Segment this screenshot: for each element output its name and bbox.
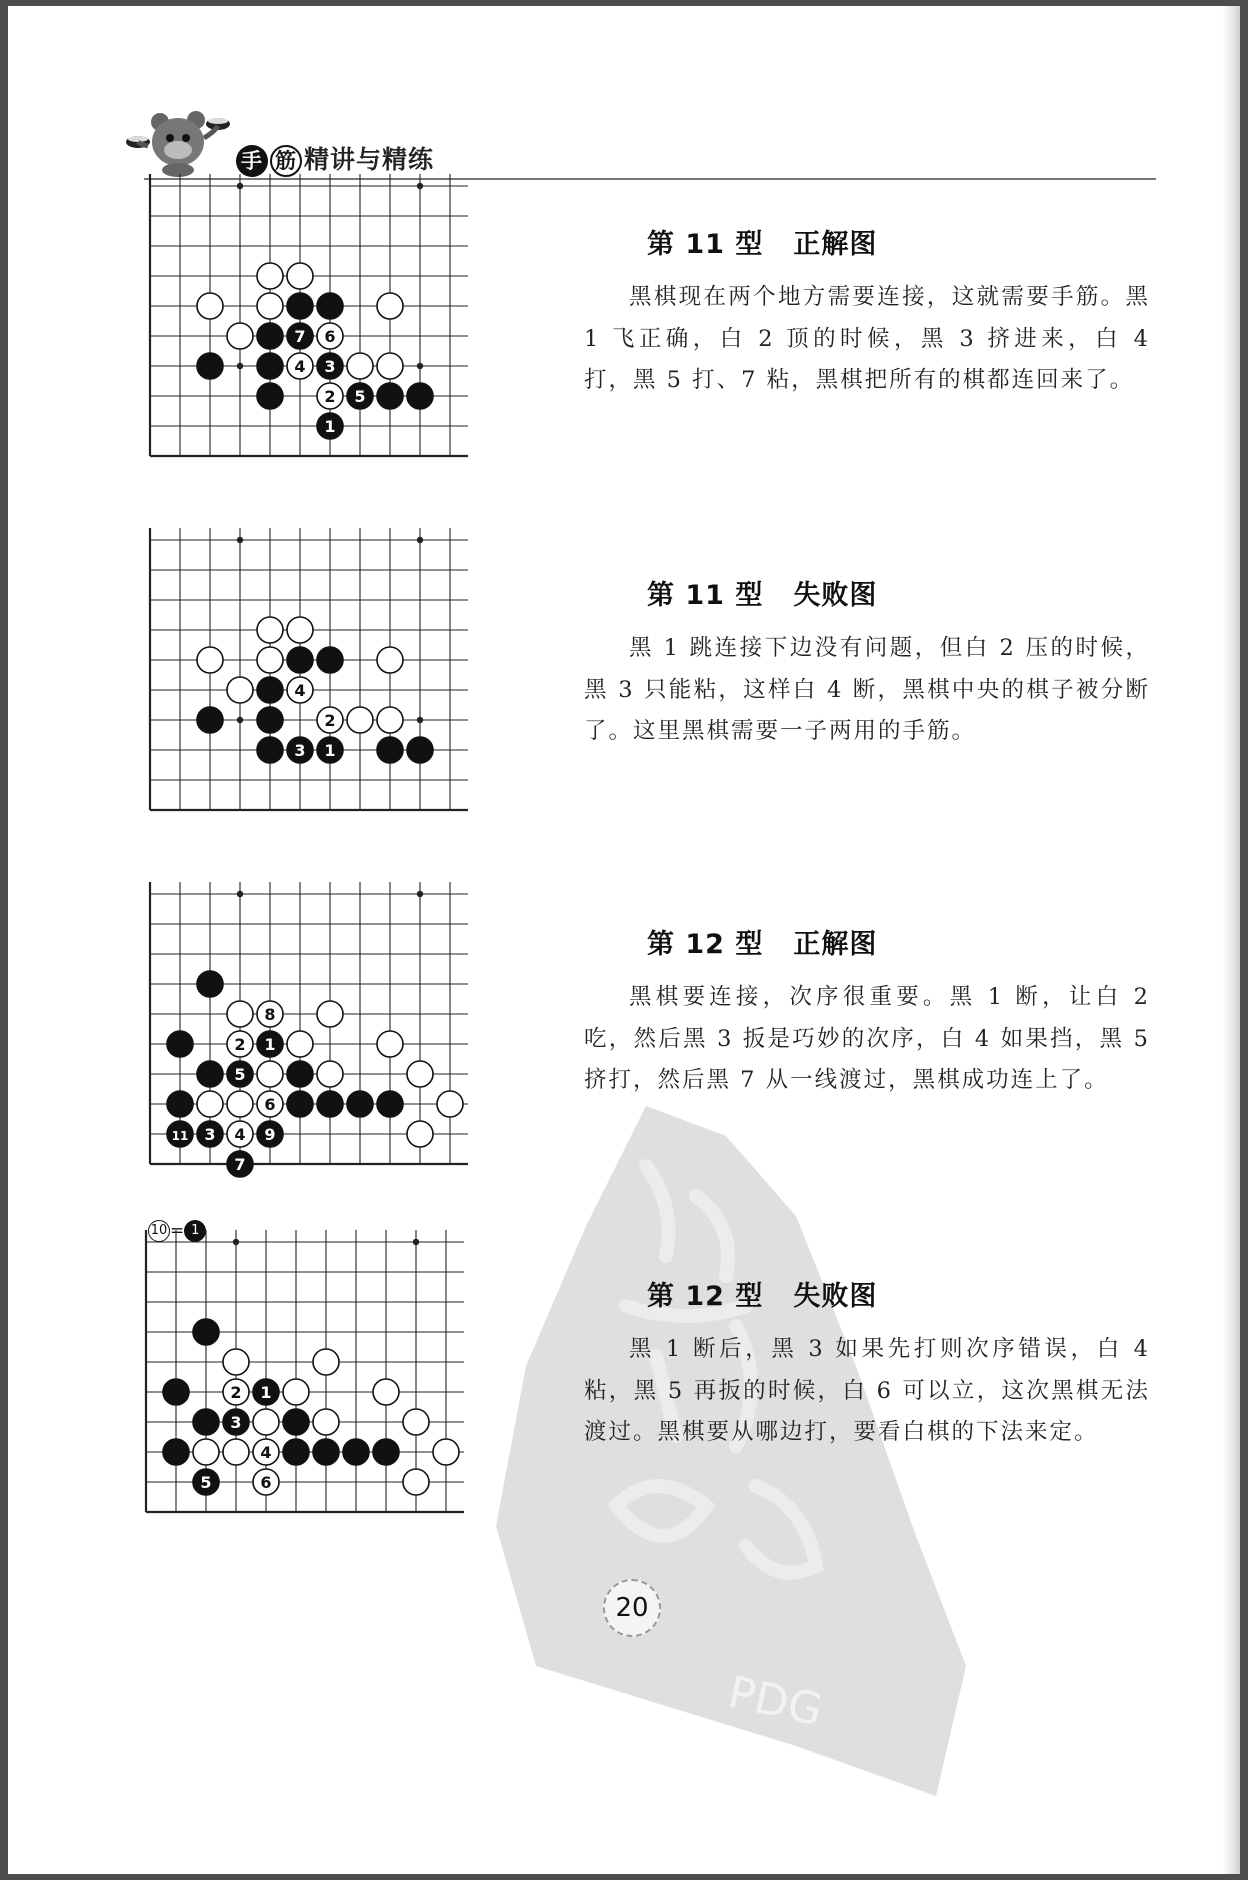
- black-stone: [257, 1031, 283, 1057]
- white-stone: [433, 1439, 459, 1465]
- board-diagram-1: [138, 174, 468, 504]
- section-11-correct: [584, 222, 1150, 402]
- white-stone: [403, 1469, 429, 1495]
- white-stone: [257, 1061, 283, 1087]
- white-stone: [223, 1379, 249, 1405]
- black-stone: [163, 1439, 189, 1465]
- black-stone: [317, 737, 343, 763]
- star-point: [237, 891, 243, 897]
- move-number: 2: [324, 387, 336, 406]
- black-stone: [287, 647, 313, 673]
- white-stone: [407, 1061, 433, 1087]
- section-12-correct: [584, 922, 1150, 1102]
- black-stone: [317, 353, 343, 379]
- black-stone: [287, 1061, 313, 1087]
- black-stone: [257, 323, 283, 349]
- black-stone: [373, 1439, 399, 1465]
- white-stone: [197, 647, 223, 673]
- white-stone: [257, 293, 283, 319]
- black-stone: [343, 1439, 369, 1465]
- white-stone: [227, 1031, 253, 1057]
- white-stone: [287, 263, 313, 289]
- black-stone: [317, 413, 343, 439]
- black-stone: [197, 1121, 223, 1147]
- section-text: 黑棋现在两个地方需要连接，这就需要手筋。黑 1 飞正确，白 2 顶的时候，黑 3 挤进来，白 4 打，黑 5 打、7 粘，黑棋把所有的棋都连回来了。: [584, 284, 1150, 393]
- white-stone: [377, 647, 403, 673]
- black-stone: [287, 323, 313, 349]
- section-12-failure: [584, 1274, 1150, 1454]
- white-stone: [437, 1091, 463, 1117]
- white-stone: [287, 677, 313, 703]
- white-stone: [257, 263, 283, 289]
- black-stone: [193, 1319, 219, 1345]
- title-char-jin: 筋: [270, 145, 302, 177]
- black-stone: [167, 1121, 193, 1147]
- white-stone: [317, 1061, 343, 1087]
- white-stone: [227, 1121, 253, 1147]
- white-stone: [253, 1469, 279, 1495]
- black-stone: [287, 293, 313, 319]
- white-stone: [287, 617, 313, 643]
- board-diagram-4: [134, 1230, 464, 1560]
- note-white-stone: 10: [148, 1220, 170, 1242]
- note-equals: =: [170, 1221, 185, 1241]
- move-number: 3: [294, 741, 306, 760]
- white-stone: [287, 353, 313, 379]
- black-stone: [317, 1091, 343, 1117]
- section-11-failure: [584, 573, 1150, 753]
- white-stone: [257, 617, 283, 643]
- black-stone: [287, 737, 313, 763]
- black-stone: [257, 383, 283, 409]
- white-stone: [377, 1031, 403, 1057]
- black-stone: [347, 383, 373, 409]
- black-stone: [283, 1439, 309, 1465]
- black-stone: [253, 1379, 279, 1405]
- white-stone: [407, 1121, 433, 1147]
- move-number: 1: [324, 417, 336, 436]
- move-number: 6: [260, 1473, 272, 1492]
- white-stone: [317, 323, 343, 349]
- white-stone: [377, 353, 403, 379]
- black-stone: [167, 1031, 193, 1057]
- black-stone: [347, 1091, 373, 1117]
- black-stone: [197, 1061, 223, 1087]
- page-edge-shadow: [1222, 6, 1240, 1874]
- black-stone: [257, 707, 283, 733]
- section-title: 第 11 型 失败图: [647, 580, 878, 611]
- note-black-stone: 1: [184, 1220, 206, 1242]
- black-stone: [197, 353, 223, 379]
- title-char-shou: 手: [236, 145, 268, 177]
- white-stone: [257, 647, 283, 673]
- section-text: 黑 1 断后，黑 3 如果先打则次序错误，白 4 粘，黑 5 再扳的时候，白 6 可以立，这次黑棋无法渡过。黑棋要从哪边打，要看白棋的下法来定。: [584, 1336, 1150, 1445]
- section-title: 第 12 型 失败图: [647, 1281, 878, 1312]
- star-point: [417, 717, 423, 723]
- white-stone: [223, 1439, 249, 1465]
- star-point: [417, 537, 423, 543]
- star-point: [237, 537, 243, 543]
- white-stone: [377, 293, 403, 319]
- move-number: 2: [324, 711, 336, 730]
- section-text: 黑棋要连接，次序很重要。黑 1 断，让白 2 吃，然后黑 3 扳是巧妙的次序，白 4 如果挡，黑 5 挤打，然后黑 7 从一线渡过，黑棋成功连上了。: [584, 984, 1150, 1093]
- move-number: 6: [264, 1095, 276, 1114]
- black-stone: [197, 707, 223, 733]
- black-stone: [257, 737, 283, 763]
- black-stone: [287, 1091, 313, 1117]
- move-number: 4: [234, 1125, 246, 1144]
- move-number: 1: [260, 1383, 272, 1402]
- move-number: 4: [294, 357, 306, 376]
- star-point: [237, 363, 243, 369]
- black-stone: [163, 1379, 189, 1405]
- section-title: 第 12 型 正解图: [647, 929, 878, 960]
- star-point: [417, 183, 423, 189]
- move-number: 9: [264, 1125, 276, 1144]
- white-stone: [317, 1001, 343, 1027]
- black-stone: [377, 383, 403, 409]
- move-number: 1: [324, 741, 336, 760]
- black-stone: [257, 677, 283, 703]
- white-stone: [257, 1091, 283, 1117]
- move-number: 6: [324, 327, 336, 346]
- black-stone: [317, 293, 343, 319]
- black-stone: [197, 971, 223, 997]
- white-stone: [197, 293, 223, 319]
- black-stone: [377, 737, 403, 763]
- black-stone: [257, 1121, 283, 1147]
- page-number: 20: [603, 1579, 661, 1637]
- star-point: [237, 183, 243, 189]
- page-header: [126, 102, 1146, 182]
- move-number: 8: [264, 1005, 276, 1024]
- white-stone: [193, 1439, 219, 1465]
- white-stone: [287, 1031, 313, 1057]
- white-stone: [347, 707, 373, 733]
- white-stone: [257, 1001, 283, 1027]
- white-stone: [227, 677, 253, 703]
- move-number: 3: [324, 357, 336, 376]
- white-stone: [313, 1409, 339, 1435]
- move-number: 2: [234, 1035, 246, 1054]
- move-number: 4: [294, 681, 306, 700]
- white-stone: [197, 1091, 223, 1117]
- white-stone: [347, 353, 373, 379]
- move-number: 4: [260, 1443, 272, 1462]
- white-stone: [227, 1001, 253, 1027]
- white-stone: [373, 1379, 399, 1405]
- white-stone: [317, 383, 343, 409]
- black-stone: [193, 1469, 219, 1495]
- white-stone: [253, 1439, 279, 1465]
- section-title: 第 11 型 正解图: [647, 229, 878, 260]
- star-point: [417, 891, 423, 897]
- white-stone: [317, 707, 343, 733]
- black-stone: [193, 1409, 219, 1435]
- white-stone: [377, 707, 403, 733]
- move-number: 7: [234, 1155, 246, 1174]
- black-stone: [407, 737, 433, 763]
- board-diagram-3: [138, 882, 468, 1212]
- star-point: [417, 363, 423, 369]
- board-diagram-2: [138, 528, 468, 858]
- star-point: [237, 717, 243, 723]
- white-stone: [403, 1409, 429, 1435]
- book-title: [236, 140, 434, 177]
- watermark-text: PDG: [723, 1666, 827, 1737]
- move-number: 3: [230, 1413, 242, 1432]
- white-stone: [283, 1379, 309, 1405]
- white-stone: [223, 1349, 249, 1375]
- black-stone: [167, 1091, 193, 1117]
- star-point: [233, 1239, 239, 1245]
- white-stone: [227, 323, 253, 349]
- title-rest: 精讲与精练: [304, 145, 435, 174]
- section-text: 黑 1 跳连接下边没有问题，但白 2 压的时候，黑 3 只能粘，这样白 4 断，黑棋中央的棋子被分断了。这里黑棋需要一子两用的手筋。: [584, 635, 1150, 744]
- black-stone: [283, 1409, 309, 1435]
- mascot-logo: [126, 102, 234, 178]
- move-number: 1: [264, 1035, 276, 1054]
- move-number: 11: [171, 1129, 189, 1143]
- move-number: 7: [294, 327, 306, 346]
- black-stone: [257, 353, 283, 379]
- black-stone: [227, 1061, 253, 1087]
- white-stone: [253, 1409, 279, 1435]
- star-point: [413, 1239, 419, 1245]
- move-number: 5: [200, 1473, 212, 1492]
- black-stone: [317, 647, 343, 673]
- move-number: 2: [230, 1383, 242, 1402]
- move-number: 3: [204, 1125, 216, 1144]
- black-stone: [407, 383, 433, 409]
- black-stone: [377, 1091, 403, 1117]
- move-number: 5: [354, 387, 366, 406]
- black-stone: [223, 1409, 249, 1435]
- move-number: 5: [234, 1065, 246, 1084]
- black-stone: [227, 1151, 253, 1177]
- black-stone: [313, 1439, 339, 1465]
- book-page: [8, 6, 1240, 1874]
- white-stone: [313, 1349, 339, 1375]
- white-stone: [227, 1091, 253, 1117]
